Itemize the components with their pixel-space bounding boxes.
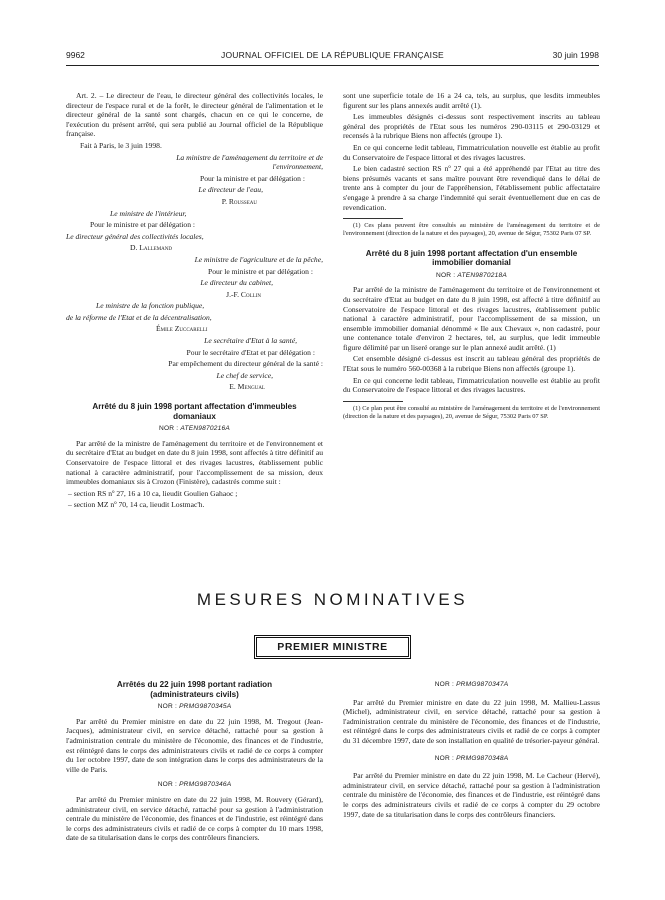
signatory-4-title-2: de la réforme de l'Etat et de la décentralisation,: [66, 312, 212, 322]
header-rule: [66, 65, 599, 66]
arrete-rouvery: Par arrêté du Premier ministre en date du 22 juin 1998, M. Rouvery (Gérard), administrateur civil, en service détaché, rattaché pour sa gestion à l'administration centrale du ministère de l'économie, des finances et de l'industrie, est réintégré dans le corps des administrateurs civils et radié de ce corps à compter du 10 mars 1998, date de sa titularisation dans le corps des contrôleurs financiers.: [66, 794, 323, 843]
signatory-3-pour: Pour le ministre et par délégation :: [207, 266, 313, 276]
continued-paragraph: sont une superficie totale de 16 a 24 ca, tels, au surplus, que lesdits immeubles figurent sur les plans annexés audit arrêté (1).: [343, 91, 600, 110]
right-column-top: [343, 91, 600, 427]
signatory-3-name: J.-F. Collin: [226, 289, 261, 299]
section-title: MESURES NOMINATIVES: [196, 590, 469, 609]
article-2: Art. 2. – Le directeur de l'eau, le directeur général des collectivités locales, le directeur de l'espace rural et de la forêt, le directeur général de l'alimentation et le directeur général de la santé sont chargés, chacun en ce qui le concerne, de l'exécution du présent arrêté, qui sera publié au Journal officiel de la République française.: [66, 91, 323, 139]
footnote-rule: [343, 218, 403, 219]
signatory-5-name: E. Mengual: [229, 382, 265, 392]
signatory-2-role: Le directeur général des collectivités locales,: [66, 231, 204, 241]
nor-reference: NOR : PRMG9870348A: [434, 754, 509, 762]
cadastre-item-1: – section RS nº 27, 16 a 10 ca, lieudit Goulien Gahaoc ;: [68, 488, 238, 498]
signatory-1-title: La ministre de l'aménagement du territoire et de l'environnement,: [176, 152, 323, 172]
paragraph-inscription: Les immeubles désignés ci-dessus sont respectivement inscrits au tableau général des propriétés de l'Etat sous les numéros 290-03115 et 290-03129 et recensés à la rubrique Biens non affectés (groupe 1).: [343, 112, 600, 141]
footnote-1: (1) Ces plans peuvent être consultés au ministère de l'aménagement du territoire et de l'environnement (direction de la nature et des paysages), 20, avenue de Ségur, 75302 Paris 07 SP.: [343, 222, 600, 238]
signatory-5-role: Le chef de service,: [216, 370, 273, 380]
ministry-box: [254, 635, 411, 659]
nor-reference: NOR : PRMG9870345A: [157, 703, 232, 711]
paragraph-inscription-2: Cet ensemble désigné ci-dessus est inscrit au tableau général des propriétés de l'Etat sous le numéro 560-00368 à la rubrique Biens non affectés (groupe 1).: [343, 354, 600, 374]
ministry-label: PREMIER MINISTRE: [277, 641, 388, 653]
signatory-3-role: Le directeur du cabinet,: [200, 278, 273, 288]
paragraph-immatriculation: En ce qui concerne ledit tableau, l'immatriculation nouvelle est établie au profit du Conservatoire de l'espace littoral et des rivages lacustres.: [343, 142, 600, 162]
arrete-tregout: Par arrêté du Premier ministre en date du 22 juin 1998, M. Tregout (Jean-Jacques), administrateur civil, en service détaché, rattaché pour sa gestion à l'administration centrale du ministère de l'économie, des finances et de l'industrie, est réintégré dans le corps des administrateurs civils et radié de ce corps à compter du 1er octobre 1997, date de son intégration dans le corps des administrateurs de la ville de Paris.: [66, 716, 323, 774]
paragraph-revendication: Le bien cadastré section RS nº 27 qui a été appréhendé par l'Etat au titre des biens présumés vacants et sans maître pouvant être revendiqué dans le délai de trente ans à compter du jour de l'appréhension, l'établissement public affectataire s'engage à prendre à sa charge l'indemnité qui serait éventuellement due en cas de revendication.: [343, 164, 600, 212]
arrete-mallieu-lassus: Par arrêté du Premier ministre en date du 22 juin 1998, M. Mallieu-Lassus (Michel), administrateur civil, en service détaché, rattaché pour sa gestion à l'administration centrale du ministère de l'économie, des finances et de l'industrie, est réintégré dans le corps des administrateurs civils et radié de ce corps à compter du 31 décembre 1997, date de son installation en qualité de trésorier-payeur général.: [343, 697, 600, 745]
arrete-title-immeubles: Arrêté du 8 juin 1998 portant affectation d'immeubles domaniaux: [92, 402, 297, 421]
arrete-le-cacheur: Par arrêté du Premier ministre en date du 22 juin 1998, M. Le Cacheur (Hervé), administrateur civil, en service détaché, rattaché pour sa gestion à l'administration centrale du ministère de l'économie, des finances et de l'industrie, est réintégré dans le corps des administrateurs civils et radié de ce corps à compter du 29 octobre 1997, date de sa titularisation dans le corps des contrôleurs financiers.: [343, 771, 600, 819]
arrete-body-immeubles: Par arrêté de la ministre de l'aménagement du territoire et de l'environnement et du secrétaire d'Etat au budget en date du 8 juin 1998, sont affectés à titre définitif au Conservatoire de l'espace littoral et des rivages lacustres, établissement public national à caractère administratif, pour l'accomplissement de sa mission, deux immeubles domaniaux sis à Crozon (Finistère), cadastrés comme suit :: [66, 438, 323, 487]
page-header: [0, 50, 665, 64]
nor-reference: NOR : PRMG9870347A: [434, 681, 509, 688]
signatory-1-pour: Pour la ministre et par délégation :: [199, 173, 305, 183]
cadastre-item-2: – section MZ nº 70, 14 ca, lieudit Lostmac'h.: [68, 500, 205, 510]
journal-title: JOURNAL OFFICIEL DE LA RÉPUBLIQUE FRANÇAISE: [221, 50, 444, 60]
issue-date: 30 juin 1998: [552, 50, 599, 60]
arrete-title-ensemble: Arrêté du 8 juin 1998 portant affectation d'un ensemble immobilier domanial: [365, 248, 578, 268]
signatory-2-name: D. Lallemand: [130, 243, 172, 253]
arretes-title-radiation: Arrêtés du 22 juin 1998 portant radiation (administrateurs civils): [116, 680, 273, 699]
signatory-5-empechement: Par empêchement du directeur général de la santé :: [168, 359, 323, 369]
right-column-bottom: [343, 680, 600, 821]
page-number: 9962: [66, 50, 85, 60]
signatory-4-title-1: Le ministre de la fonction publique,: [96, 301, 205, 311]
signatory-2-title: Le ministre de l'intérieur,: [110, 208, 187, 218]
nor-reference: NOR : PRMG9870346A: [157, 781, 232, 789]
signatory-3-title: Le ministre de l'agriculture et de la pêche,: [194, 254, 323, 264]
left-column-bottom: [66, 680, 323, 845]
signatory-2-pour: Pour le ministre et par délégation :: [90, 220, 196, 230]
nor-reference: NOR : ATEN9870218A: [436, 271, 507, 279]
fait-a-paris: Fait à Paris, le 3 juin 1998.: [80, 140, 162, 150]
signatory-1-name: P. Rousseau: [221, 196, 257, 206]
nor-reference: NOR : ATEN9870216A: [159, 425, 230, 433]
footnote-2: (1) Ce plan peut être consulté au ministère de l'aménagement du territoire et de l'environnement (direction de la nature et des paysages), 20, avenue de Ségur, 75302 Paris 07 SP.: [343, 404, 600, 421]
left-column-top: [66, 91, 323, 512]
signatory-5-title: Le secrétaire d'Etat à la santé,: [204, 336, 297, 346]
signatory-4-name: Émile Zuccarelli: [156, 324, 208, 334]
paragraph-immatriculation-2: En ce qui concerne ledit tableau, l'immatriculation nouvelle est établie au profit du Conservatoire de l'espace littoral et des rivages lacustres.: [343, 375, 600, 395]
footnote-rule: [343, 401, 403, 402]
signatory-1-role: Le directeur de l'eau,: [198, 185, 263, 195]
arrete-body-ensemble: Par arrêté de la ministre de l'aménagement du territoire et de l'environnement et du secrétaire d'Etat au budget en date du 8 juin 1998, est affecté à titre définitif au Conservatoire de l'espace littoral et des rivages lacustres, établissement public national à caractère administratif, pour l'accomplissement de sa mission, un ensemble immobilier domanial dénommé « Ile aux Chevaux », non cadastré, pour une contenance totale d'environ 2 hectares, tel, au surplus, que ledit immeuble figure délimité par un liseré orange sur le plan annexé audit arrêté. (1): [343, 285, 600, 352]
signatory-5-pour: Pour le secrétaire d'Etat et par délégation :: [186, 347, 315, 357]
